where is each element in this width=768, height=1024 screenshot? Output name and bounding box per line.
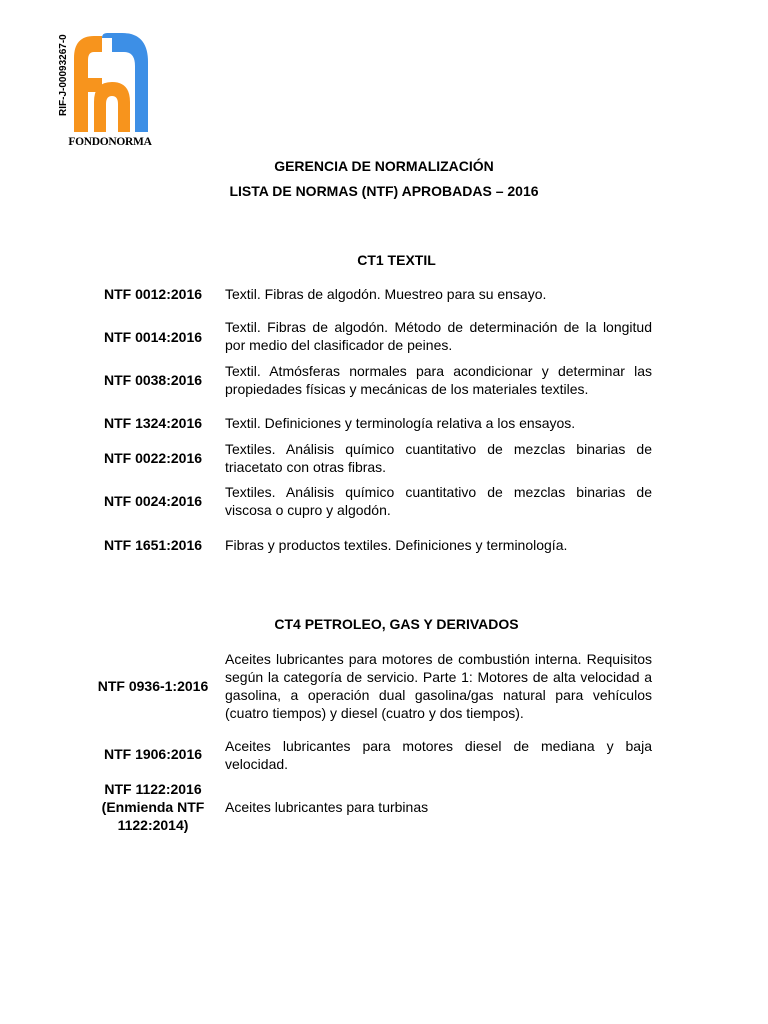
fondonorma-logo-icon bbox=[72, 32, 150, 136]
norm-code: NTF 0038:2016 bbox=[103, 372, 203, 388]
page-subtitle: LISTA DE NORMAS (NTF) APROBADAS – 2016 bbox=[229, 183, 539, 199]
brand-name: FONDONORMA bbox=[68, 136, 152, 148]
norm-code: NTF 1324:2016 bbox=[103, 415, 203, 431]
section-heading-ct4: CT4 PETROLEO, GAS Y DERIVADOS bbox=[274, 616, 519, 632]
norm-description: Textil. Fibras de algodón. Muestreo para su ensayo. bbox=[225, 286, 547, 302]
norm-description: Textil. Atmósferas normales para acondicionar y determinar las propiedades físicas y mecánicas de los materiales textiles. bbox=[225, 363, 652, 397]
norm-code: NTF 0936-1:2016 bbox=[97, 678, 209, 694]
norm-description: Textiles. Análisis químico cuantitativo de mezclas binarias de viscosa o cupro y algodón. bbox=[225, 484, 652, 518]
norm-description: Textiles. Análisis químico cuantitativo de mezclas binarias de triacetato con otras fibras. bbox=[225, 441, 652, 475]
logo-orange-arch bbox=[94, 82, 130, 132]
norm-code: NTF 0024:2016 bbox=[103, 493, 203, 509]
rif-number: RIF-J-00093267-0 bbox=[58, 34, 69, 116]
section-heading-ct1: CT1 TEXTIL bbox=[357, 252, 436, 268]
norm-description: Textil. Fibras de algodón. Método de determinación de la longitud por medio del clasificador de peines. bbox=[225, 319, 652, 353]
norm-code: NTF 0022:2016 bbox=[103, 450, 203, 466]
norm-code: NTF 1906:2016 bbox=[103, 746, 203, 762]
norm-description: Aceites lubricantes para motores diesel de mediana y baja velocidad. bbox=[225, 738, 652, 772]
page-title: GERENCIA DE NORMALIZACIÓN bbox=[274, 158, 494, 174]
norm-code: NTF 1651:2016 bbox=[103, 537, 203, 553]
norm-description: Fibras y productos textiles. Definiciones y terminología. bbox=[225, 537, 568, 553]
norm-code: NTF 1122:2016 (Enmienda NTF 1122:2014) bbox=[101, 781, 205, 833]
norm-code: NTF 0012:2016 bbox=[103, 286, 203, 302]
norm-description: Aceites lubricantes para turbinas bbox=[225, 799, 429, 815]
norm-description: Textil. Definiciones y terminología relativa a los ensayos. bbox=[225, 415, 576, 431]
norm-code: NTF 0014:2016 bbox=[103, 329, 203, 345]
norm-description: Aceites lubricantes para motores de combustión interna. Requisitos según la categoría de servicio. Parte 1: Motores de alta velocidad a gasolina, a operación dual gasolina/gas natural para vehículos (cuatro tiempos) y diesel (cuatro y dos tiempos). bbox=[225, 651, 652, 721]
